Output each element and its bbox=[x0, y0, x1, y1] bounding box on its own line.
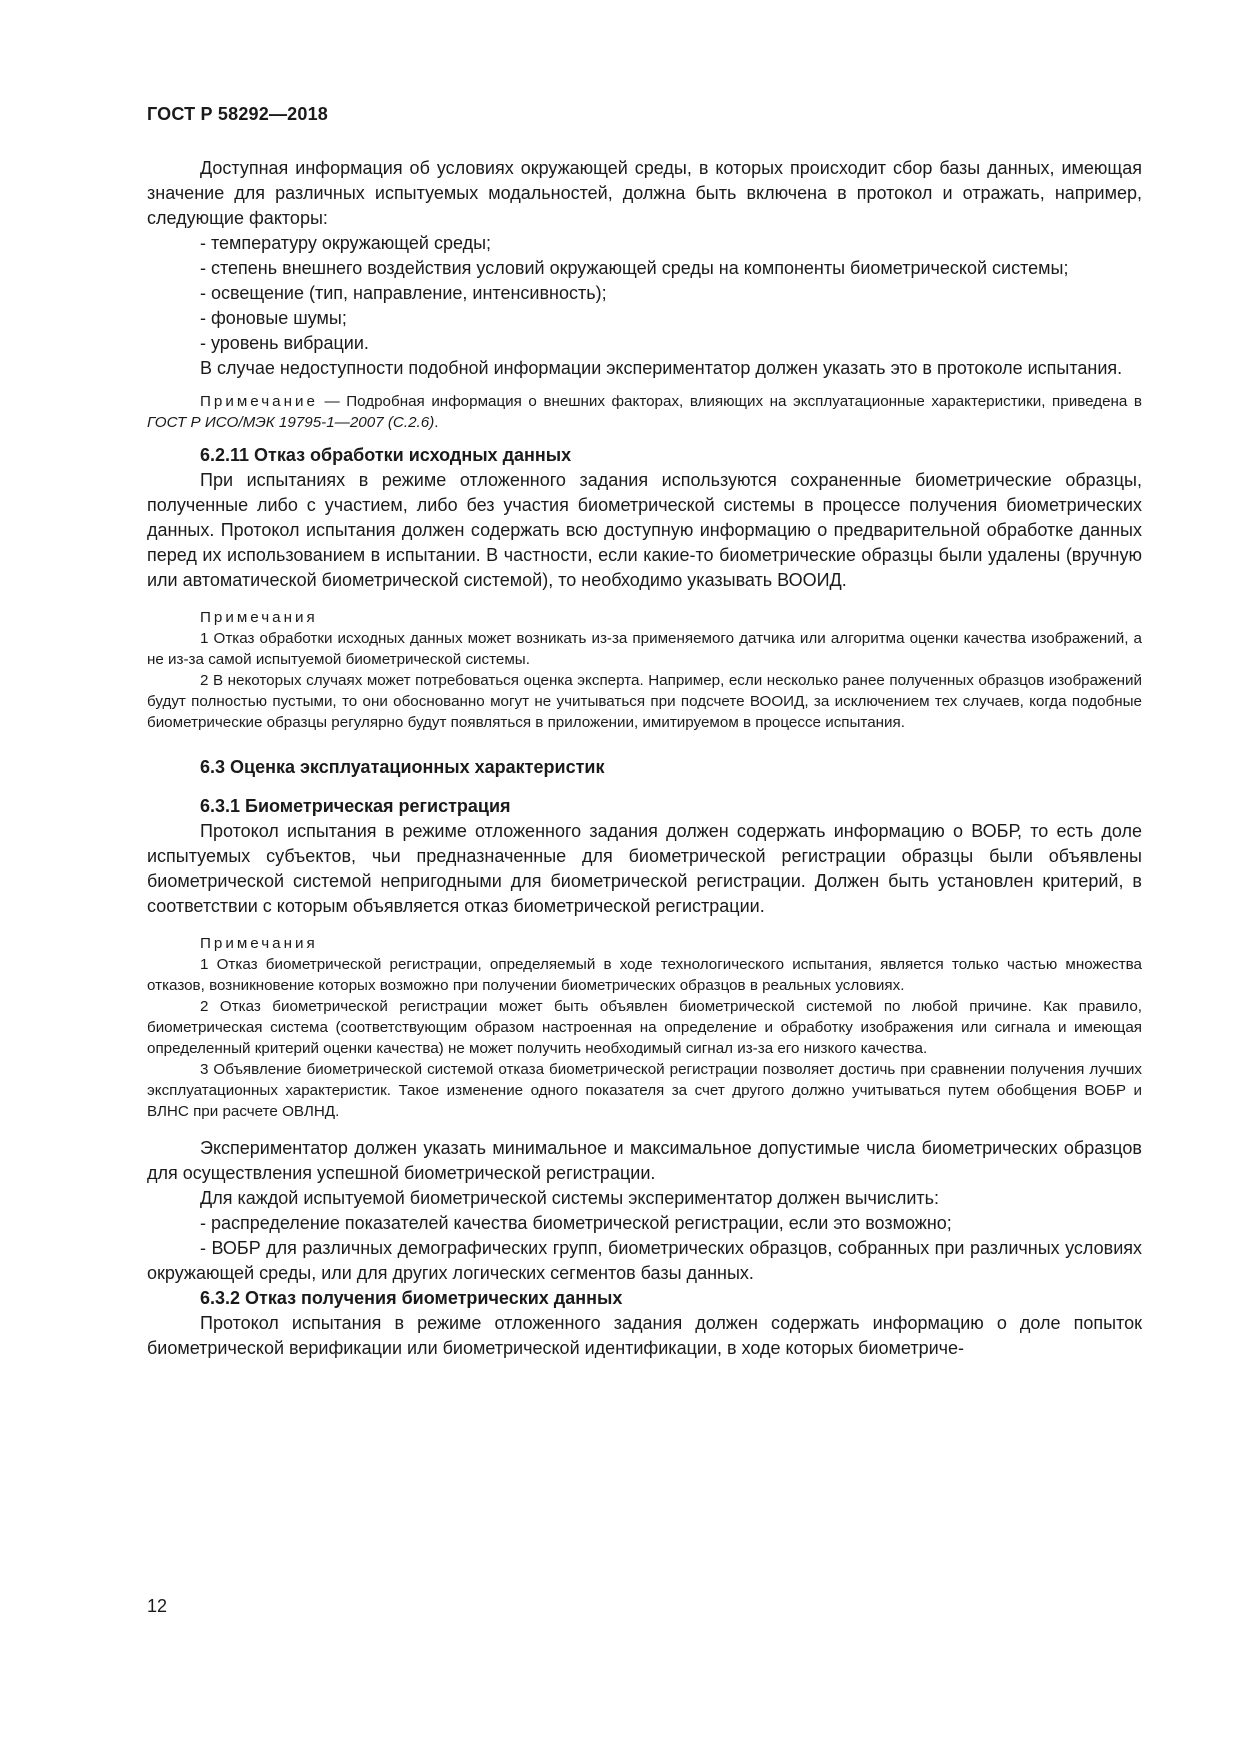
paragraph: Для каждой испытуемой биометрической системы экспериментатор должен вычислить: bbox=[200, 1188, 940, 1208]
page-number: 12 bbox=[147, 1596, 168, 1616]
note-end: . bbox=[434, 414, 439, 431]
list-item: - температуру окружающей среды; bbox=[200, 233, 492, 253]
list-item: - распределение показателей качества биометрической регистрации, если это возможно; bbox=[200, 1213, 952, 1233]
list-item: - уровень вибрации. bbox=[200, 333, 369, 353]
page-body bbox=[147, 156, 1142, 1361]
paragraph: Экспериментатор должен указать минимальное и максимальное допустимые числа биометрических образцов для осуществления успешной биометрической регистрации. bbox=[147, 1138, 1142, 1183]
section-heading-6-3-2: 6.3.2 Отказ получения биометрических данных bbox=[200, 1288, 623, 1308]
paragraph: В случае недоступности подобной информации экспериментатор должен указать это в протоколе испытания. bbox=[200, 358, 1123, 378]
notes-label: Примечания bbox=[200, 935, 318, 952]
paragraph: Доступная информация об условиях окружающей среды, в которых происходит сбор базы данных, имеющая значение для различных испытуемых модальностей, должна быть включена в протокол и отражать, например, следующие факторы: bbox=[147, 158, 1142, 228]
note-item: 2 Отказ биометрической регистрации может быть объявлен биометрической системой по любой причине. Как правило, биометрическая система (соответствующим образом настроенная на определение и обработку изображения или сигнала и имеющая определенный критерий оценки качества) не может получить необходимый сигнал из-за его низкого качества. bbox=[147, 998, 1142, 1057]
note-item: 2 В некоторых случаях может потребоваться оценка эксперта. Например, если несколько ранее полученных образцов изображений будут полностью пустыми, то они обоснованно могут не учитываться при подсчете ВООИД, за исключением тех случаев, когда подобные биометрические образцы регулярно будут появляться в приложении, имитируемом в процессе испытания. bbox=[147, 672, 1142, 731]
paragraph: При испытаниях в режиме отложенного задания используются сохраненные биометрические образцы, полученные либо с участием, либо без участия биометрической системы в процессе получения биометрических данных. Протокол испытания должен содержать всю доступную информацию о предварительной обработке данных перед их использованием в испытании. В частности, если какие-то биометрические образцы были удалены (вручную или автоматической биометрической системой), то необходимо указывать ВООИД. bbox=[147, 470, 1142, 590]
note-item: 1 Отказ обработки исходных данных может возникать из-за применяемого датчика или алгоритма оценки качества изображений, а не из-за самой испытуемой биометрической системы. bbox=[147, 630, 1142, 668]
note-label: Примечание bbox=[200, 393, 318, 410]
note-reference: ГОСТ Р ИСО/МЭК 19795-1—2007 (С.2.6) bbox=[147, 414, 435, 431]
document-header: ГОСТ Р 58292—2018 bbox=[147, 104, 329, 124]
notes-label: Примечания bbox=[200, 609, 318, 626]
section-heading-6-3: 6.3 Оценка эксплуатационных характеристик bbox=[200, 757, 605, 777]
section-heading-6-2-11: 6.2.11 Отказ обработки исходных данных bbox=[200, 445, 572, 465]
note-item: 3 Объявление биометрической системой отказа биометрической регистрации позволяет достичь при сравнении получения лучших эксплуатационных характеристик. Такое изменение одного показателя за счет другого должно учитываться путем обобщения ВОБР и ВЛНС при расчете ОВЛНД. bbox=[147, 1061, 1142, 1120]
paragraph: Протокол испытания в режиме отложенного задания должен содержать информацию о доле попыток биометрической верификации или биометрической идентификации, в ходе которых биометриче- bbox=[147, 1313, 1142, 1358]
note-item: 1 Отказ биометрической регистрации, определяемый в ходе технологического испытания, является только частью множества отказов, возникновение которых возможно при получении биометрических образцов в реальных условиях. bbox=[147, 956, 1142, 994]
section-heading-6-3-1: 6.3.1 Биометрическая регистрация bbox=[200, 796, 511, 816]
note bbox=[147, 391, 1142, 433]
list-item: - степень внешнего воздействия условий окружающей среды на компоненты биометрической системы; bbox=[200, 258, 1069, 278]
paragraph: Протокол испытания в режиме отложенного задания должен содержать информацию о ВОБР, то есть доле испытуемых субъектов, чьи предназначенные для биометрической регистрации образцы были объявлены биометрической системой непригодными для биометрической регистрации. Должен быть установлен критерий, в соответствии с которым объявляется отказ биометрической регистрации. bbox=[147, 821, 1142, 916]
list-item: - освещение (тип, направление, интенсивность); bbox=[200, 283, 607, 303]
list-item: - ВОБР для различных демографических групп, биометрических образцов, собранных при различных условиях окружающей среды, или для других логических сегментов базы данных. bbox=[147, 1238, 1142, 1283]
list-item: - фоновые шумы; bbox=[200, 308, 347, 328]
note-text: — Подробная информация о внешних факторах, влияющих на эксплуатационные характеристики, приведена в bbox=[317, 393, 1142, 410]
